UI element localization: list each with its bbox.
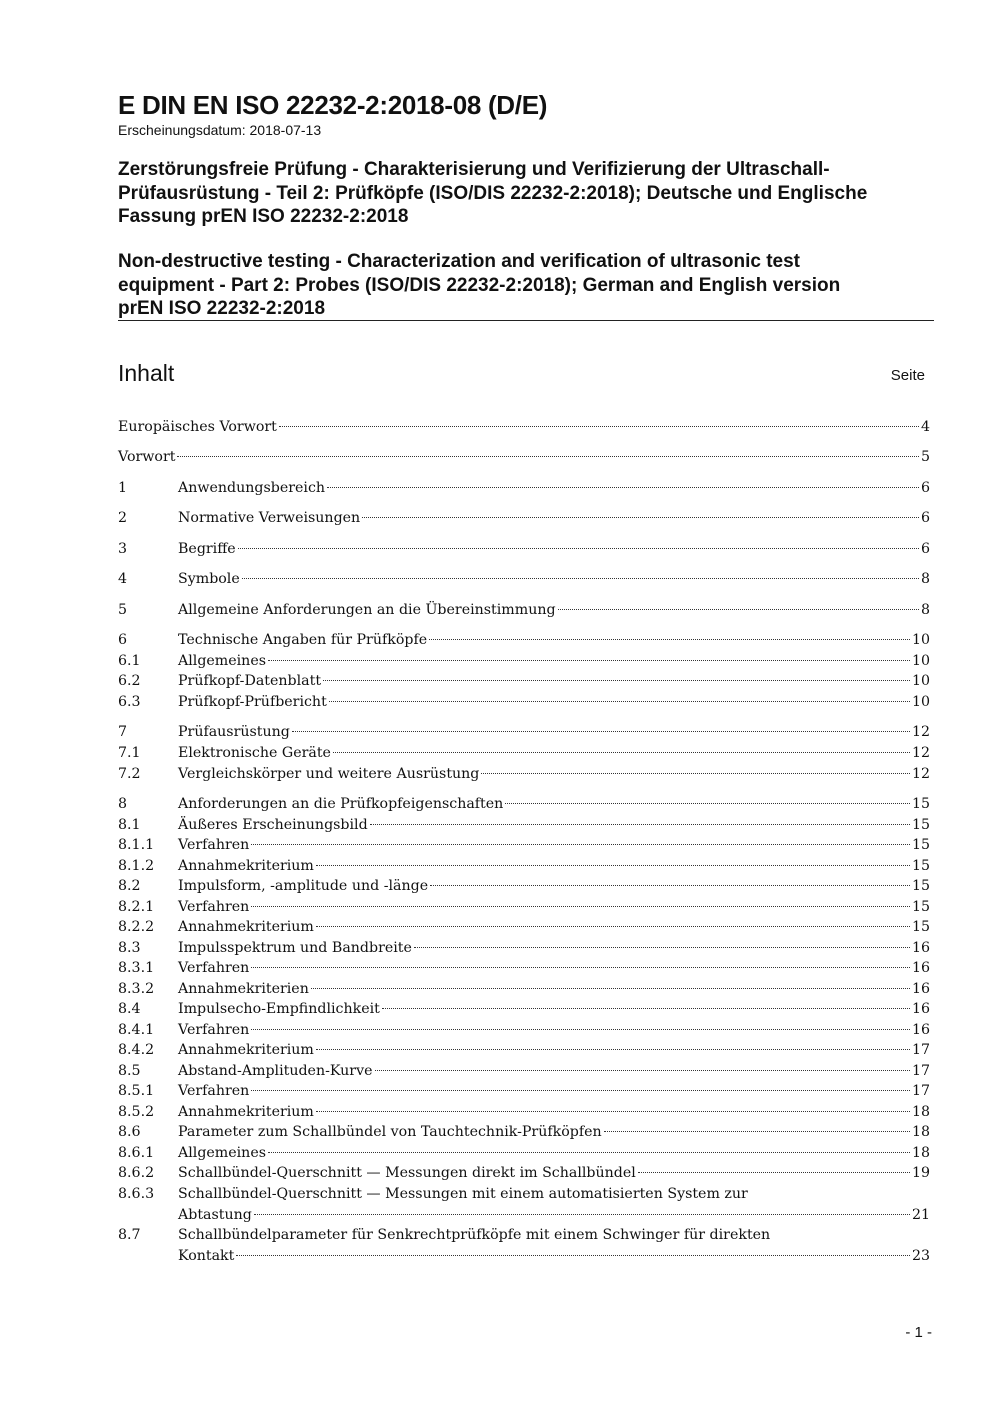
toc-entry-page: 8 [920, 571, 930, 587]
toc-entry-page: 15 [911, 878, 930, 894]
toc-dot-leader [251, 843, 910, 845]
toc-entry-page: 6 [920, 541, 930, 557]
toc-entry-title: Annahmekriterium [178, 919, 314, 935]
toc-entry-title: Vorwort [118, 449, 176, 465]
toc-entry-page: 17 [911, 1083, 930, 1099]
toc-entry-page: 10 [911, 673, 930, 689]
toc-dot-leader [254, 1213, 910, 1215]
toc-entry-title: Impulsecho-Empfindlichkeit [178, 1001, 380, 1017]
toc-dot-leader [362, 516, 919, 518]
toc-entry-number: 8.3 [118, 940, 141, 956]
toc-dot-leader [505, 802, 910, 804]
toc-dot-leader [316, 1110, 910, 1112]
toc-entry[interactable] [118, 1122, 930, 1142]
toc-entry[interactable] [118, 1225, 930, 1264]
toc-entry[interactable] [118, 1061, 930, 1081]
toc-entry-page: 15 [911, 899, 930, 915]
toc-entry-number: 6.1 [118, 653, 141, 669]
toc-entry-page: 12 [911, 724, 930, 740]
toc-entry-number: 8.3.2 [118, 981, 155, 997]
german-title-line: Zerstörungsfreie Prüfung - Charakterisierung und Verifizierung der Ultraschall- [118, 159, 830, 180]
toc-entry-page: 6 [920, 480, 930, 496]
toc-entry-page: 15 [911, 817, 930, 833]
toc-entry-number: 8.6.1 [118, 1145, 155, 1161]
toc-entry[interactable] [118, 794, 930, 814]
toc-entry-number: 8.4.1 [118, 1022, 155, 1038]
toc-dot-leader [429, 638, 910, 640]
toc-entry-number: 8.1.2 [118, 858, 155, 874]
toc-entry-title: Annahmekriterium [178, 1104, 314, 1120]
toc-entry[interactable] [118, 835, 930, 855]
toc-entry-page: 17 [911, 1042, 930, 1058]
toc-entry[interactable] [118, 508, 930, 528]
toc-entry-number: 4 [118, 571, 128, 587]
toc-entry[interactable] [118, 1143, 930, 1163]
toc-entry-title: Verfahren [178, 837, 250, 853]
toc-entry[interactable] [118, 447, 930, 467]
toc-heading: Inhalt [118, 360, 175, 386]
toc-entry-title: Begriffe [178, 541, 236, 557]
toc-dot-leader [251, 966, 910, 968]
toc-entry-page: 15 [911, 919, 930, 935]
toc-dot-leader [316, 1048, 910, 1050]
toc-entry-page: 17 [911, 1063, 930, 1079]
toc-entry-number: 8.1.1 [118, 837, 155, 853]
toc-dot-leader [327, 486, 919, 488]
toc-entry-title: Äußeres Erscheinungsbild [178, 817, 368, 833]
toc-entry-page: 23 [911, 1247, 930, 1264]
toc-entry-title: Annahmekriterium [178, 1042, 314, 1058]
toc-entry-number: 3 [118, 541, 128, 557]
toc-entry-title: Verfahren [178, 1083, 250, 1099]
toc-entry-page: 8 [920, 602, 930, 618]
toc-dot-leader [242, 577, 919, 579]
toc-entry-title-line: Schallbündel-Querschnitt — Messungen mit einem automatisierten System zur [178, 1186, 748, 1202]
toc-entry-page: 18 [911, 1104, 930, 1120]
toc-entry-page: 19 [911, 1165, 930, 1181]
toc-entry-page: 16 [911, 1001, 930, 1017]
toc-dot-leader [558, 608, 919, 610]
toc-entry-number: 8.7 [118, 1227, 141, 1243]
toc-entry-page: 12 [911, 745, 930, 761]
toc-entry-number: 7.1 [118, 745, 141, 761]
toc-entry-number: 8.6.2 [118, 1165, 155, 1181]
toc-entry-title: Verfahren [178, 899, 250, 915]
toc-dot-leader [251, 905, 910, 907]
toc-entry-title: Abtastung [178, 1206, 252, 1223]
toc-entry-title: Allgemeine Anforderungen an die Übereinstimmung [178, 602, 556, 618]
toc-dot-leader [638, 1171, 910, 1173]
toc-entry-number: 8.5.1 [118, 1083, 155, 1099]
toc-entry[interactable] [118, 630, 930, 650]
toc-entry-title: Schallbündel-Querschnitt — Messungen direkt im Schallbündel [178, 1165, 636, 1181]
toc-dot-leader [333, 751, 910, 753]
toc-entry-page: 15 [911, 837, 930, 853]
toc-entry[interactable] [118, 1184, 930, 1223]
toc-entry-title: Abstand-Amplituden-Kurve [178, 1063, 373, 1079]
toc-entry-title: Allgemeines [178, 1145, 266, 1161]
toc-entry-title: Prüfausrüstung [178, 724, 290, 740]
toc-entry-number: 6.3 [118, 694, 141, 710]
toc-entry-number: 8.4 [118, 1001, 141, 1017]
toc-entry-page: 16 [911, 940, 930, 956]
english-title-line: prEN ISO 22232-2:2018 [118, 298, 326, 319]
toc-entry[interactable] [118, 1163, 930, 1183]
toc-entry-page: 15 [911, 858, 930, 874]
toc-dot-leader [481, 772, 910, 774]
toc-entry-number: 8.3.1 [118, 960, 155, 976]
toc-entry-number: 8 [118, 796, 128, 812]
toc-entry[interactable] [118, 1081, 930, 1101]
toc-entry-title: Europäisches Vorwort [118, 419, 277, 435]
toc-entry[interactable] [118, 600, 930, 620]
toc-dot-leader [311, 987, 910, 989]
toc-dot-leader [329, 700, 910, 702]
toc-entry-title: Allgemeines [178, 653, 266, 669]
toc-entry[interactable] [118, 917, 930, 937]
toc-entry[interactable] [118, 1102, 930, 1122]
toc-entry[interactable] [118, 539, 930, 559]
toc-entry-page: 16 [911, 960, 930, 976]
toc-entry[interactable] [118, 1040, 930, 1060]
toc-entry-title: Anforderungen an die Prüfkopfeigenschaften [178, 796, 504, 812]
toc-entry-page: 18 [911, 1124, 930, 1140]
toc-entry-number: 7 [118, 724, 128, 740]
toc-entry[interactable] [118, 1020, 930, 1040]
toc-entry[interactable] [118, 876, 930, 896]
toc-entry-number: 8.2.1 [118, 899, 155, 915]
toc-entry-title: Technische Angaben für Prüfköpfe [178, 632, 428, 648]
toc-entry-page: 16 [911, 981, 930, 997]
toc-entry[interactable] [118, 815, 930, 835]
toc-entry-number: 8.6.3 [118, 1186, 155, 1202]
toc-dot-leader [430, 884, 910, 886]
toc-entry-page: 16 [911, 1022, 930, 1038]
toc-entry[interactable] [118, 651, 930, 671]
toc-dot-leader [268, 659, 910, 661]
toc-entry-title: Prüfkopf-Datenblatt [178, 673, 322, 689]
toc-dot-leader [251, 1089, 910, 1091]
toc-entry-page: 18 [911, 1145, 930, 1161]
toc-entry-page: 5 [920, 449, 930, 465]
toc-entry-title: Symbole [178, 571, 240, 587]
document-id: E DIN EN ISO 22232-2:2018-08 (D/E) [118, 90, 548, 120]
toc-entry-number: 7.2 [118, 766, 141, 782]
toc-dot-leader [604, 1130, 910, 1132]
toc-dot-leader [236, 1254, 910, 1256]
toc-entry[interactable] [118, 478, 930, 498]
toc-entry-page: 10 [911, 632, 930, 648]
toc-entry-page: 15 [911, 796, 930, 812]
toc-entry-page: 10 [911, 694, 930, 710]
toc-page-column-label: Seite [890, 367, 925, 384]
toc-entry-number: 5 [118, 602, 128, 618]
toc-entry-title: Parameter zum Schallbündel von Tauchtechnik-Prüfköpfen [178, 1124, 602, 1140]
toc-entry[interactable] [118, 764, 930, 784]
toc-entry-title: Verfahren [178, 1022, 250, 1038]
toc-entry-page: 4 [920, 419, 930, 435]
publication-date: Erscheinungsdatum: 2018-07-13 [118, 122, 322, 138]
toc-dot-leader [323, 679, 910, 681]
toc-entry[interactable] [118, 417, 930, 437]
toc-entry-number: 8.5.2 [118, 1104, 155, 1120]
toc-entry-number: 6.2 [118, 673, 141, 689]
toc-entry[interactable] [118, 743, 930, 763]
toc-entry-title: Annahmekriterien [178, 981, 309, 997]
toc-dot-leader [414, 946, 910, 948]
toc-dot-leader [251, 1028, 910, 1030]
toc-entry[interactable] [118, 897, 930, 917]
toc-dot-leader [177, 455, 919, 457]
toc-entry-title: Anwendungsbereich [178, 480, 326, 496]
toc-entry[interactable] [118, 958, 930, 978]
toc-entry-number: 2 [118, 510, 128, 526]
toc-entry[interactable] [118, 569, 930, 589]
toc-dot-leader [316, 864, 910, 866]
toc-dot-leader [279, 425, 919, 427]
toc-entry-number: 8.2 [118, 878, 141, 894]
toc-dot-leader [370, 823, 910, 825]
toc-entry-title: Kontakt [178, 1247, 235, 1264]
toc-entry-number: 8.4.2 [118, 1042, 155, 1058]
english-title-line: Non-destructive testing - Characterization and verification of ultrasonic test [118, 251, 801, 272]
toc-entry-title: Annahmekriterium [178, 858, 314, 874]
toc-entry-page: 6 [920, 510, 930, 526]
toc-entry-title-line: Schallbündelparameter für Senkrechtprüfköpfe mit einem Schwinger für direkten [178, 1227, 771, 1243]
german-title-line: Fassung prEN ISO 22232-2:2018 [118, 206, 409, 227]
toc-entry[interactable] [118, 722, 930, 742]
toc-entry-number: 1 [118, 480, 128, 496]
toc-entry[interactable] [118, 938, 930, 958]
english-title [118, 250, 938, 321]
toc-entry-page: 21 [911, 1206, 930, 1223]
toc-dot-leader [382, 1007, 910, 1009]
toc-entry[interactable] [118, 692, 930, 712]
toc-entry-number: 8.5 [118, 1063, 141, 1079]
toc-entry-title: Normative Verweisungen [178, 510, 361, 526]
page-number: - 1 - [905, 1324, 932, 1341]
toc-entry-number: 8.6 [118, 1124, 141, 1140]
toc-entry-page: 10 [911, 653, 930, 669]
toc-entry[interactable] [118, 671, 930, 691]
toc-entry-title: Verfahren [178, 960, 250, 976]
toc-entry-title: Impulsspektrum und Bandbreite [178, 940, 412, 956]
toc-dot-leader [316, 925, 910, 927]
english-title-line: equipment - Part 2: Probes (ISO/DIS 22232-2:2018); German and English version [118, 274, 841, 296]
german-title-line: Prüfausrüstung - Teil 2: Prüfköpfe (ISO/DIS 22232-2:2018); Deutsche und Englische [118, 182, 868, 204]
german-title [118, 158, 938, 229]
toc-entry-title: Vergleichskörper und weitere Ausrüstung [178, 766, 480, 782]
toc-entry-number: 8.2.2 [118, 919, 155, 935]
toc-entry[interactable] [118, 856, 930, 876]
toc-entry-page: 12 [911, 766, 930, 782]
toc-entry[interactable] [118, 999, 930, 1019]
toc-entry-number: 6 [118, 632, 128, 648]
toc-dot-leader [268, 1151, 910, 1153]
toc-entry-title: Elektronische Geräte [178, 745, 331, 761]
toc-dot-leader [292, 730, 910, 732]
toc-entry[interactable] [118, 979, 930, 999]
toc-entry-title: Impulsform, -amplitude und -länge [178, 878, 429, 894]
toc-entry-number: 8.1 [118, 817, 141, 833]
header-divider [118, 320, 934, 321]
toc-entry-title: Prüfkopf-Prüfbericht [178, 694, 327, 710]
toc-dot-leader [238, 547, 919, 549]
toc-dot-leader [375, 1069, 910, 1071]
